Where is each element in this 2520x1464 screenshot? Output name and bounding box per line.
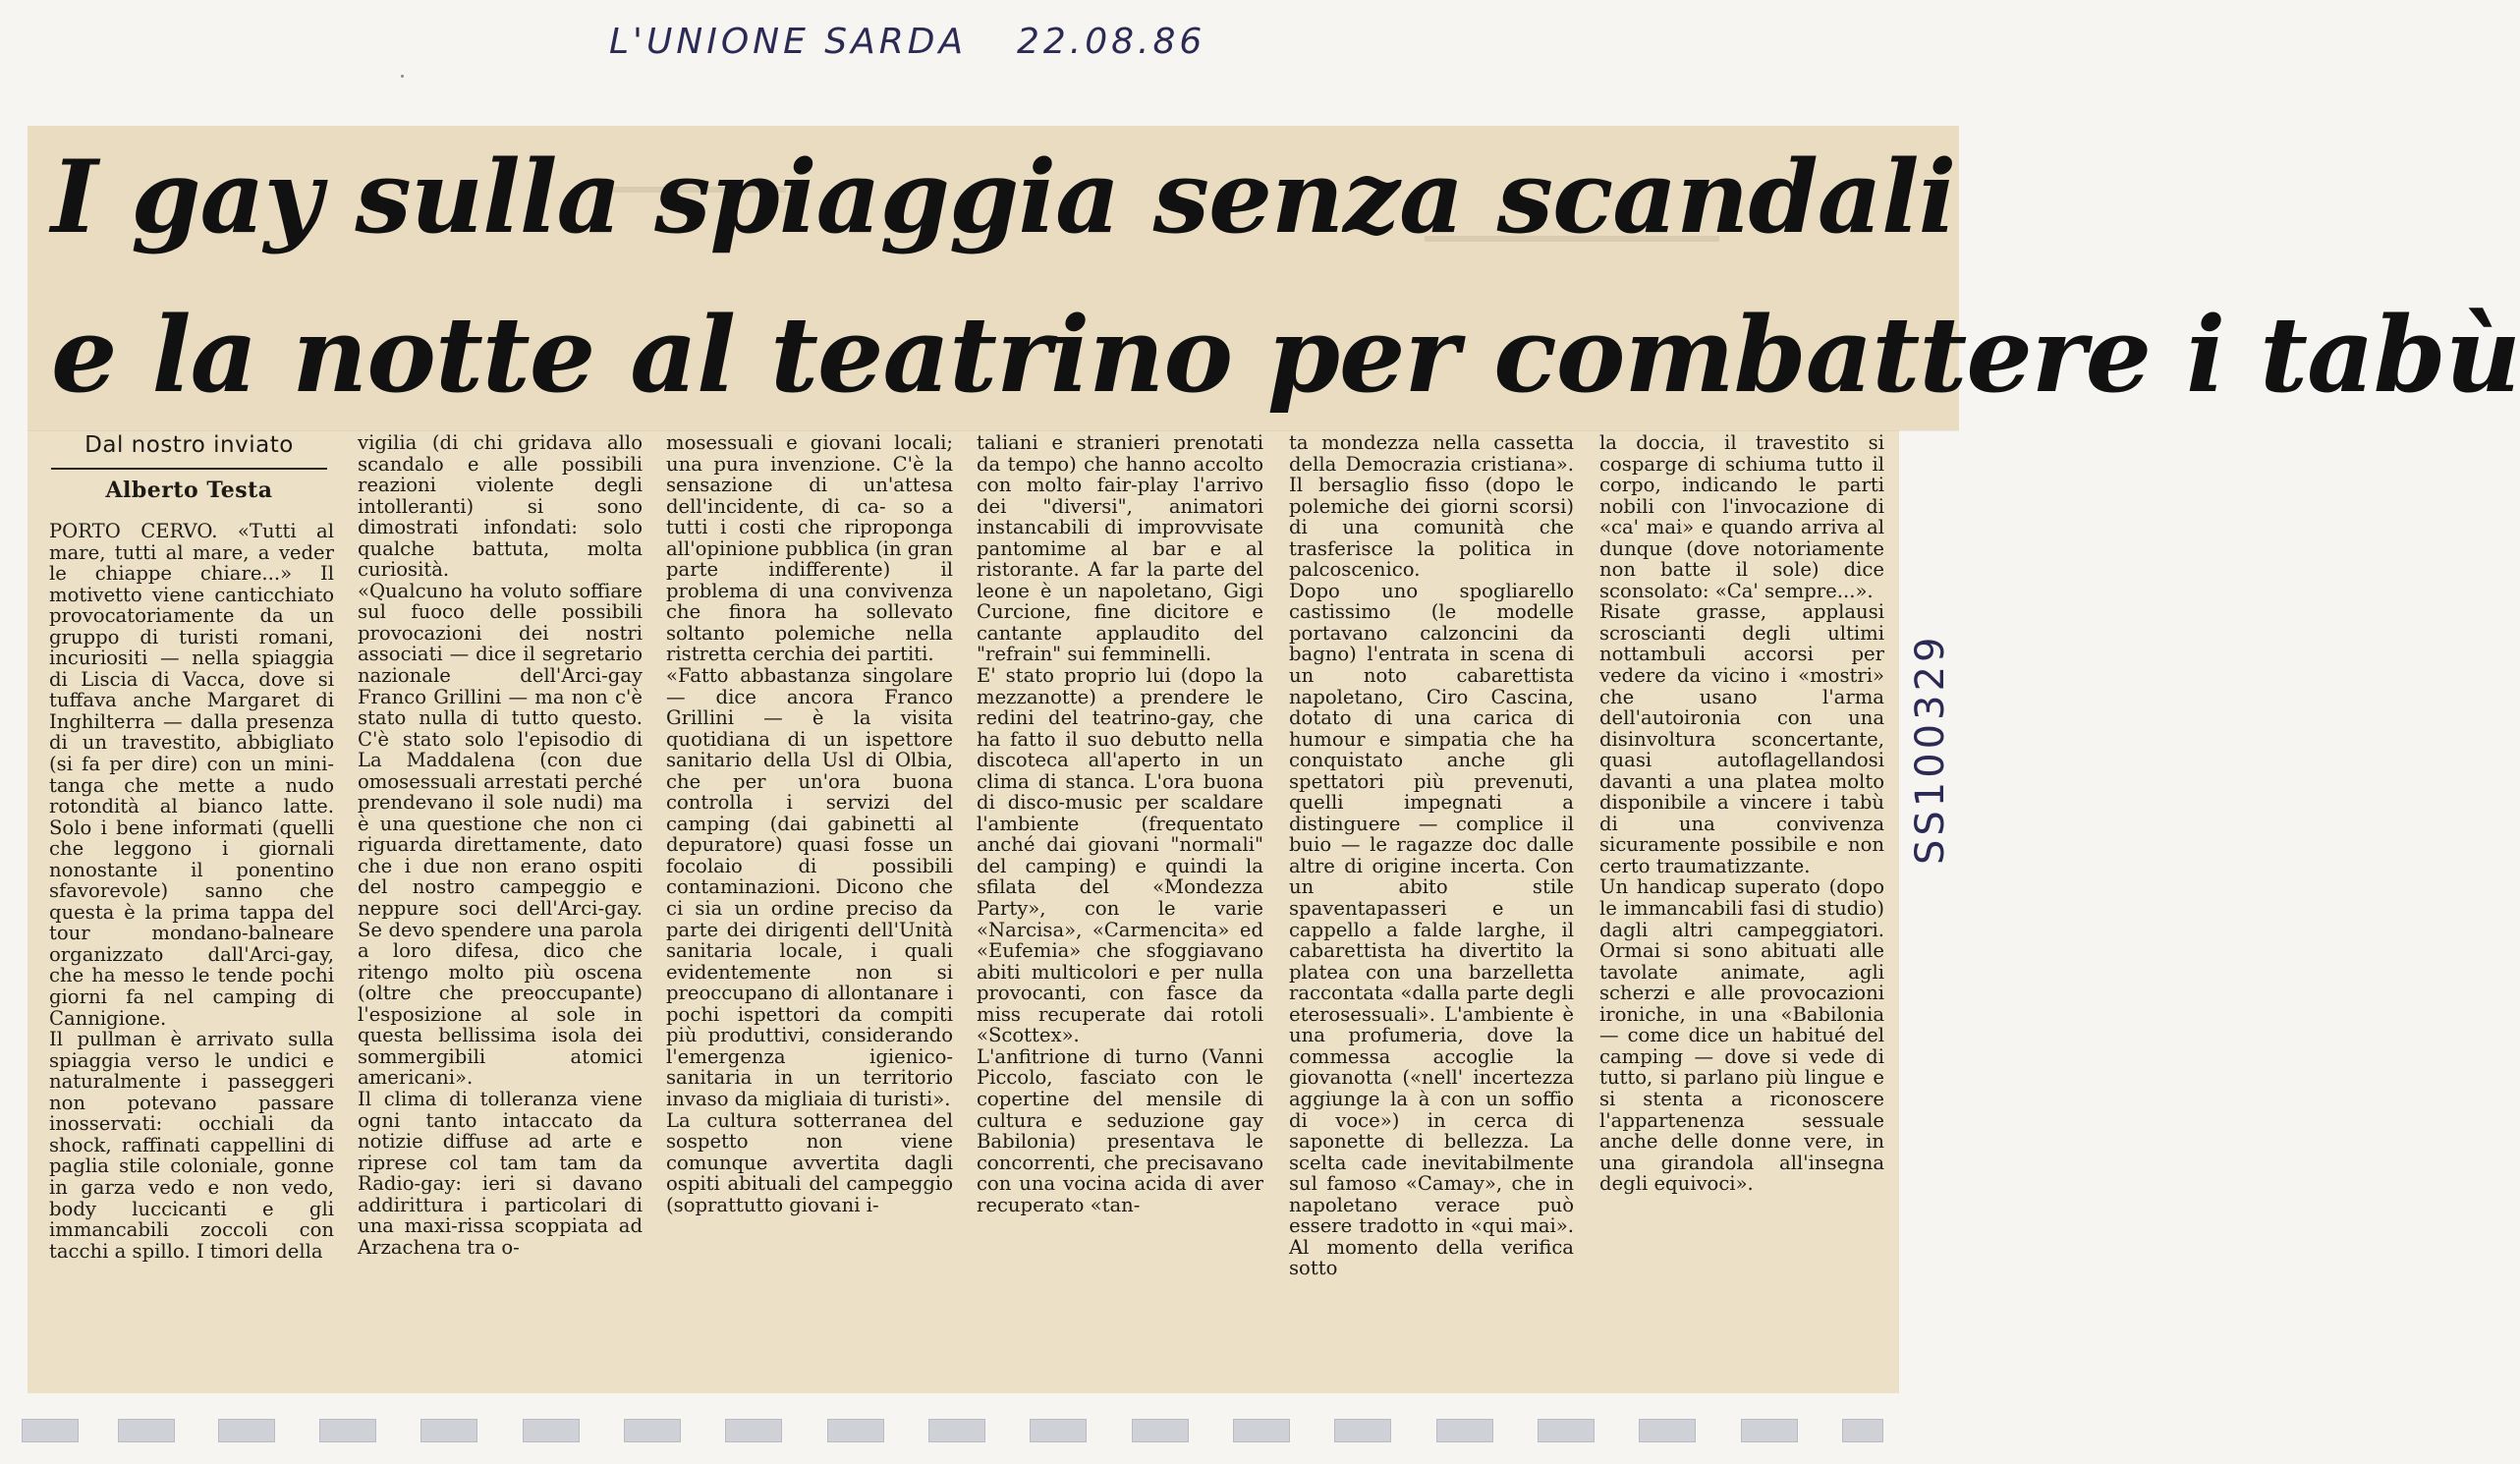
- calibration-square: [1639, 1419, 1696, 1442]
- calibration-square: [118, 1419, 175, 1442]
- headline-line-2: e la notte al teatrino per combattere i tabù: [51, 293, 2520, 416]
- article-column-4: taliani e stranieri prenotati da tempo) che hanno accolto con molto fair-play l'arrivo dei "diversi", animatori instancabili di improvvisate pantomime al bar e al ristorante. A far la parte del leone è un napoletano, Gigi Curcione, fine dicitore e cantante applaudito del "refrain" sui femminelli. E' stato proprio lui (dopo la mezzanotte) a prendere le redini del teatrino-gay, che ha fatto il suo debutto nella discoteca all'aperto in un clima di stanca. L'ora buona di disco-music per scaldare l'ambiente (frequentato anché dai giovani "normali" del camping) e quindi la sfilata del «Mondezza Party», con le varie «Narcisa», «Carmencita» ed «Eufemia» che sfoggiavano abiti multicolori e per nulla provocanti, con fasce da miss recuperate dai rotoli «Scottex». L'anfitrione di turno (Vanni Piccolo, fasciato con le copertine del mensile di cultura e seduzione gay Babilonia) presentava le concorrenti, che precisavano con una vocina acida di aver recuperato «tan-: [977, 431, 1263, 1216]
- calibration-square: [624, 1419, 681, 1442]
- stray-mark: [401, 75, 404, 78]
- byline-rule: [51, 468, 327, 470]
- calibration-square: [218, 1419, 275, 1442]
- scanner-strip: [0, 1419, 1965, 1448]
- archive-code: SS100329: [1908, 633, 1953, 865]
- calibration-square: [22, 1419, 79, 1442]
- calibration-square: [1132, 1419, 1189, 1442]
- calibration-square: [725, 1419, 782, 1442]
- calibration-square: [827, 1419, 884, 1442]
- calibration-square: [1436, 1419, 1493, 1442]
- article-column-3: mosessuali e giovani locali; una pura invenzione. C'è la sensazione di un'attesa dell'incidente, di ca- so a tutti i costi che riproponga all'opinione pubblica (in gran parte indifferente) il problema di una convivenza che finora ha sollevato soltanto polemiche nella ristretta cerchia dei partiti. «Fatto abbastanza singolare — dice ancora Franco Grillini — è la visita quotidiana di un ispettore sanitario della Usl di Olbia, che per un'ora buona controlla i servizi del camping (dai gabinetti al depuratore) quasi fosse un focolaio di possibili contaminazioni. Dicono che ci sia un ordine preciso da parte dei dirigenti dell'Unità sanitaria locale, i quali evidentemente non si preoccupano di allontanare i pochi ispettori da compiti più produttivi, considerando l'emergenza igienico-sanitaria in un territorio invaso da migliaia di turisti». La cultura sotterranea del sospetto non viene comunque avvertita dagli ospiti abituali del campeggio (soprattutto giovani i-: [666, 431, 953, 1216]
- calibration-square: [319, 1419, 376, 1442]
- byline: [49, 432, 329, 503]
- source-annotation: L'UNIONE SARDA: [609, 22, 968, 62]
- author-name: Alberto Testa: [105, 478, 273, 503]
- article-column-1: PORTO CERVO. «Tutti al mare, tutti al mare, a veder le chiappe chiare...» Il motivetto viene canticchiato provocatoriamente da un gruppo di turisti romani, incuriositi — nella spiaggia di Liscia di Vacca, dove si tuffava anche Margaret di Inghilterra — dalla presenza di un travestito, abbigliato (si fa per dire) con un mini-tanga che mette a nudo rotondità al bianco latte. Solo i bene informati (quelli che leggono i giornali nonostante il ponentino sfavorevole) sanno che questa è la prima tappa del tour mondano-balneare organizzato dall'Arci-gay, che ha messo le tende pochi giorni fa nel camping di Cannigione. Il pullman è arrivato sulla spiaggia verso le undici e naturalmente i passeggeri non potevano passare inosservati: occhiali da shock, raffinati cappellini di paglia stile coloniale, gonne in garza vedo e non vedo, body luccicanti e gli immancabili zoccoli con tacchi a spillo. I timori della: [49, 520, 334, 1263]
- calibration-square: [523, 1419, 580, 1442]
- calibration-square: [420, 1419, 477, 1442]
- handwritten-header: [589, 18, 1277, 77]
- calibration-square: [1741, 1419, 1798, 1442]
- calibration-square: [1030, 1419, 1087, 1442]
- calibration-square: [1233, 1419, 1290, 1442]
- dateline-label: Dal nostro inviato: [84, 432, 294, 458]
- headline-line-1: I gay sulla spiaggia senza scandali: [51, 139, 1956, 256]
- calibration-square: [1842, 1419, 1883, 1442]
- calibration-square: [1334, 1419, 1391, 1442]
- calibration-square: [928, 1419, 985, 1442]
- calibration-square: [1538, 1419, 1595, 1442]
- article-column-2: vigilia (di chi gridava allo scandalo e alle possibili reazioni violente degli intolleranti) si sono dimostrati infondati: solo qualche battuta, molta curiosità. «Qualcuno ha voluto soffiare sul fuoco delle possibili provocazioni dei nostri associati — dice il segretario nazionale dell'Arci-gay Franco Grillini — ma non c'è stato nulla di tutto questo. C'è stato solo l'episodio di La Maddalena (con due omosessuali arrestati perché prendevano il sole nudi) ma è una questione che non ci riguarda direttamente, dato che i due non erano ospiti del nostro campeggio e neppure soci dell'Arci-gay. Se devo spendere una parola a loro difesa, dico che ritengo molto più oscena (oltre che preoccupante) l'esposizione al sole in questa bellissima isola dei sommergibili atomici americani». Il clima di tolleranza viene ogni tanto intaccato da notizie diffuse ad arte e riprese col tam tam da Radio-gay: ieri si davano addirittura i particolari di una maxi-rissa scoppiata ad Arzachena tra o-: [358, 431, 643, 1259]
- article-column-5: ta mondezza nella cassetta della Democrazia cristiana». Il bersaglio fisso (dopo le polemiche dei giorni scorsi) di una comunità che trasferisce la politica in palcoscenico. Dopo uno spogliarello castissimo (le modelle portavano calzoncini da bagno) l'entrata in scena di un noto cabarettista napoletano, Ciro Cascina, dotato di una carica di humour e simpatia che ha conquistato anche gli spettatori più prevenuti, quelli impegnati a distinguere — complice il buio — le ragazze doc dalle altre di origine incerta. Con un abito stile spaventapasseri e un cappello a falde larghe, il cabarettista ha divertito la platea con una barzelletta raccontata «dalla parte degli eterosessuali». L'ambiente è una profumeria, dove la commessa accoglie la giovanotta («nell' incertezza aggiunge la à con un soffio di voce») in cerca di saponette di bellezza. La scelta cade inevitabilmente sul famoso «Camay», che in napoletano verace può essere tradotto in «qui mai». Al momento della verifica sotto: [1289, 431, 1574, 1280]
- date-annotation: 22.08.86: [1017, 22, 1206, 62]
- article-column-6: la doccia, il travestito si cosparge di schiuma tutto il corpo, indicando le parti nobili con l'invocazione di «ca' mai» e quando arriva al dunque (dove notoriamente non batte il sole) dice sconsolato: «Ca' sempre...». Risate grasse, applausi scroscianti degli ultimi nottambuli accorsi per vedere da vicino i «mostri» che usano l'arma dell'autoironia con una disinvoltura sconcertante, quasi autoflagellandosi davanti a una platea molto disponibile a vincere i tabù di una convivenza sicuramente possibile e non certo traumatizzante. Un handicap superato (dopo le immancabili fasi di studio) dagli altri campeggiatori. Ormai si sono abituati alle tavolate animate, agli scherzi e alle provocazioni ironiche, in una «Babilonia — come dice un habitué del camping — dove si vede di tutto, si parlano più lingue e si stenta a riconoscere l'appartenenza sessuale anche delle donne vere, in una girandola all'insegna degli equivoci».: [1599, 431, 1884, 1196]
